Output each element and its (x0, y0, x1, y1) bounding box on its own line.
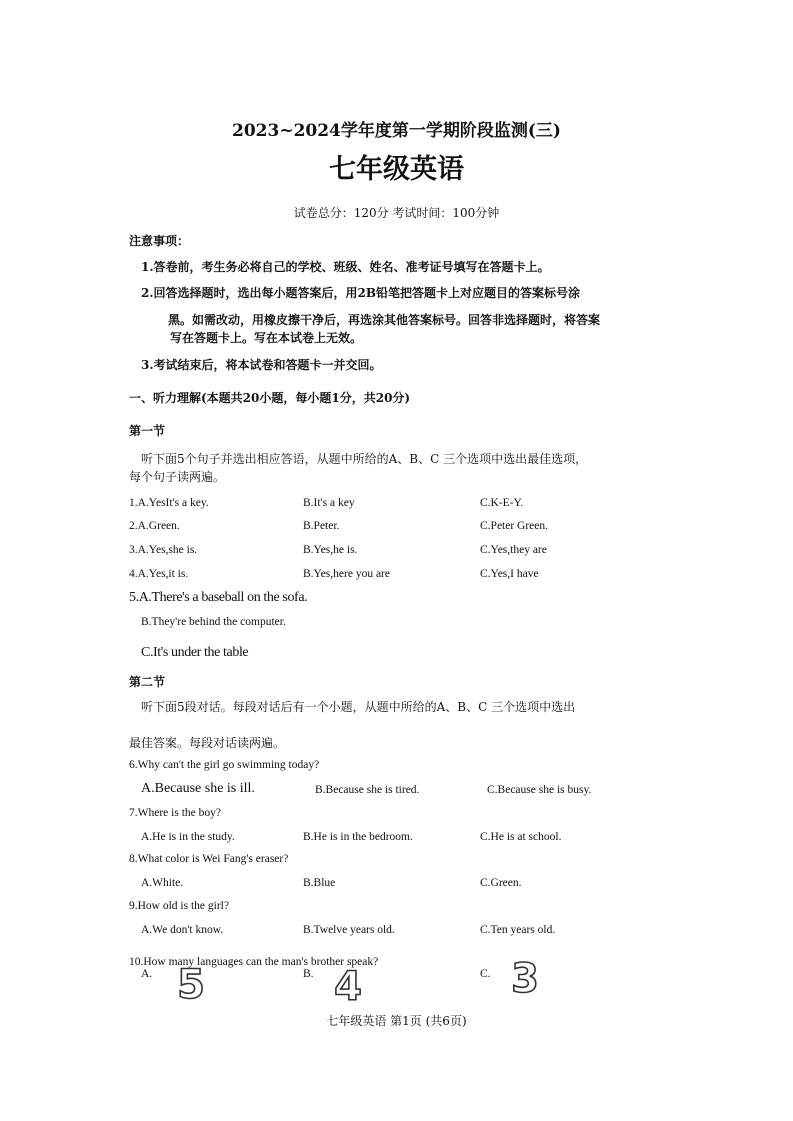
q10-option-a: A. (141, 968, 153, 980)
q9-option-c: C.Ten years old. (480, 924, 556, 936)
q2-option-a: 2.A.Green. (129, 520, 180, 532)
q4-option-a: 4.A.Yes,it is. (129, 568, 189, 580)
q9-option-a: A.We don't know. (141, 924, 224, 936)
notes-item-2-line2: 黑。如需改动，用橡皮擦干净后，再选涂其他答案标号。回答非选择题时，将答案 (168, 313, 601, 327)
part1-instruction-line1: 听下面5个句子并选出相应答语，从题中所给的A、B、C 三个选项中选出最佳选项， (141, 452, 588, 466)
notes-item-3: 3.考试结束后，将本试卷和答题卡一并交回。 (141, 358, 382, 372)
page-footer: 七年级英语 第1页 (共6页) (326, 1014, 467, 1028)
exam-info: 试卷总分：120分 考试时间：100分钟 (293, 206, 500, 220)
q5-option-b: B.They're behind the computer. (141, 616, 286, 628)
notes-heading: 注意事项： (129, 234, 190, 248)
q6-option-a: A.Because she is ill. (141, 781, 255, 796)
q1-option-c: C.K-E-Y. (480, 497, 524, 509)
q4-option-b: B.Yes,here you are (303, 568, 390, 580)
q10-picture-b-number-icon (326, 962, 370, 1006)
q9-question: 9.How old is the girl? (129, 900, 229, 912)
part1-label: 第一节 (129, 424, 166, 438)
q6-option-c: C.Because she is busy. (487, 784, 592, 796)
q10-picture-b-digit: 4 (334, 964, 362, 1006)
q1-option-a: 1.A.YesIt's a key. (129, 497, 209, 509)
part2-instruction-line2: 最佳答案。每段对话读两遍。 (129, 736, 286, 750)
notes-item-2-line1: 2.回答选择题时，选出每小题答案后，用2B铅笔把答题卡上对应题目的答案标号涂 (141, 286, 581, 300)
q6-question: 6.Why can't the girl go swimming today? (129, 759, 320, 771)
q7-option-a: A.He is in the study. (141, 831, 235, 843)
q4-option-c: C.Yes,I have (480, 568, 539, 580)
q7-option-b: B.He is in the bedroom. (303, 831, 413, 843)
q8-question: 8.What color is Wei Fang's eraser? (129, 853, 289, 865)
q5-option-c: C.It's under the table (141, 645, 249, 660)
q10-picture-a-number-icon (168, 960, 214, 1004)
q7-option-c: C.He is at school. (480, 831, 562, 843)
q3-option-b: B.Yes,he is. (303, 544, 358, 556)
q8-option-a: A.White. (141, 877, 184, 889)
exam-title-line1: 2023~2024学年度第一学期阶段监测(三) (232, 121, 561, 141)
q10-picture-c-number-icon (503, 954, 547, 998)
q7-question: 7.Where is the boy? (129, 807, 221, 819)
q8-option-c: C.Green. (480, 877, 522, 889)
q10-option-c: C. (480, 968, 491, 980)
q3-option-a: 3.A.Yes,she is. (129, 544, 198, 556)
q10-picture-a-digit: 5 (177, 962, 205, 1004)
q2-option-b: B.Peter. (303, 520, 340, 532)
q3-option-c: C.Yes,they are (480, 544, 547, 556)
part1-instruction-line2: 每个句子读两遍。 (129, 470, 226, 484)
notes-item-2-line3: 写在答题卡上。写在本试卷上无效。 (170, 331, 363, 345)
section1-heading: 一、听力理解(本题共20小题，每小题1分，共20分) (129, 391, 411, 405)
q9-option-b: B.Twelve years old. (303, 924, 395, 936)
notes-item-1: 1.答卷前，考生务必将自己的学校、班级、姓名、准考证号填写在答题卡上。 (141, 260, 550, 274)
part2-instruction-line1: 听下面5段对话。每段对话后有一个小题，从题中所给的A、B、C 三个选项中选出 (141, 700, 576, 714)
q5-option-a: 5.A.There's a baseball on the sofa. (129, 590, 308, 605)
q8-option-b: B.Blue (303, 877, 336, 889)
q10-question: 10.How many languages can the man's brother speak? (129, 956, 379, 968)
q10-picture-c-digit: 3 (511, 956, 539, 998)
q1-option-b: B.It's a key (303, 497, 355, 509)
q6-option-b: B.Because she is tired. (315, 784, 420, 796)
exam-title-subject: 七年级英语 (329, 154, 464, 185)
part2-label: 第二节 (129, 675, 166, 689)
q2-option-c: C.Peter Green. (480, 520, 549, 532)
q10-option-b: B. (303, 968, 314, 980)
